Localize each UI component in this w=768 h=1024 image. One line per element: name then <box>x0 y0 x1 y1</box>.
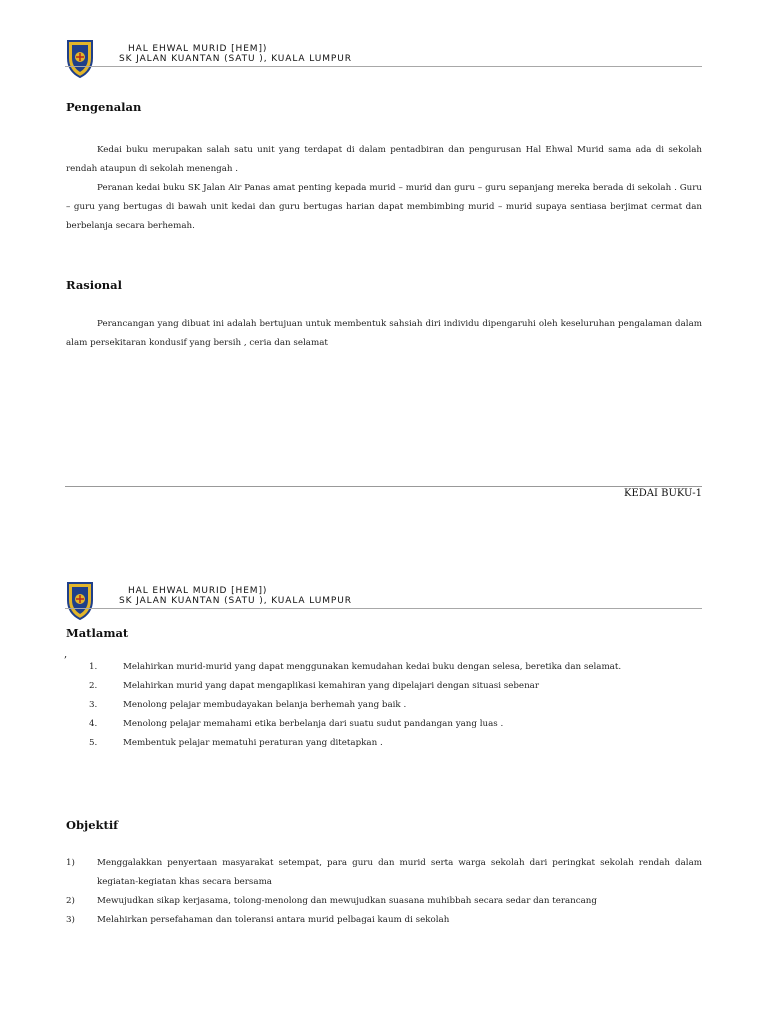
item-number: 5. <box>89 738 98 748</box>
list-item <box>0 700 768 719</box>
item-text: Membentuk pelajar mematuhi peraturan yang ditetapkan . <box>123 738 383 748</box>
heading-rasional: Rasional <box>66 278 122 292</box>
page-header-2 <box>65 580 702 624</box>
pengenalan-paragraph-2: Peranan kedai buku SK Jalan Air Panas amat penting kepada murid – murid dan guru – guru sepanjang mereka berada di sekolah . Guru – guru yang bertugas di bawah unit kedai dan guru bertugas harian dapat membimbing murid – murid supaya sentiasa berjimat cermat dan berbelanja secara berhemah. <box>66 183 702 231</box>
header-department: HAL EHWAL MURID [HEM]) <box>128 586 268 596</box>
item-number: 3) <box>66 915 75 925</box>
heading-matlamat: Matlamat <box>66 626 129 640</box>
page-footer-label: KEDAI BUKU-1 <box>623 488 702 499</box>
pengenalan-paragraph-1: Kedai buku merupakan salah satu unit yang terdapat di dalam pentadbiran dan pengurusan Hal Ehwal Murid sama ada di sekolah rendah ataupun di sekolah menengah . <box>66 145 702 174</box>
list-item <box>0 681 768 700</box>
school-crest-icon <box>65 38 95 78</box>
heading-pengenalan: Pengenalan <box>66 100 142 114</box>
list-item <box>0 738 768 757</box>
page-header <box>65 38 702 82</box>
item-number: 1) <box>66 858 75 868</box>
item-number: 4. <box>89 719 98 729</box>
header-department: HAL EHWAL MURID [HEM]) <box>128 44 268 54</box>
list-item <box>0 911 768 930</box>
page-divider <box>65 486 702 487</box>
item-text: Melahirkan murid-murid yang dapat menggunakan kemudahan kedai buku dengan selesa, beretika dan selamat. <box>123 662 622 672</box>
item-number: 3. <box>89 700 98 710</box>
item-number: 1. <box>89 662 98 672</box>
school-crest-icon <box>65 580 95 620</box>
matlamat-list <box>0 662 768 757</box>
item-text: Menolong pelajar membudayakan belanja berhemah yang baik . <box>123 700 407 710</box>
item-number: 2. <box>89 681 98 691</box>
list-item <box>0 854 768 892</box>
item-text: Melahirkan persefahaman dan toleransi antara murid pelbagai kaum di sekolah <box>97 915 450 925</box>
item-text: Mewujudkan sikap kerjasama, tolong-menolong dan mewujudkan suasana muhibbah secara sedar dan terancang <box>97 896 597 906</box>
item-text: Melahirkan murid yang dapat mengaplikasi kemahiran yang dipelajari dengan situasi sebenar <box>123 681 540 691</box>
list-item <box>0 719 768 738</box>
header-school-name: SK JALAN KUANTAN (SATU ), KUALA LUMPUR <box>119 596 352 606</box>
item-text: Menolong pelajar memahami etika berbelanja dari suatu sudut pandangan yang luas . <box>123 719 504 729</box>
stray-comma: , <box>64 649 68 660</box>
list-item <box>0 662 768 681</box>
item-text: Menggalakkan penyertaan masyarakat setempat, para guru dan murid serta warga sekolah dari peringkat sekolah rendah dalam kegiatan-kegiatan khas secara bersama <box>97 858 702 887</box>
list-item <box>0 892 768 911</box>
header-school-name: SK JALAN KUANTAN (SATU ), KUALA LUMPUR <box>119 54 352 64</box>
objektif-list <box>0 854 768 930</box>
item-number: 2) <box>66 896 75 906</box>
header-divider <box>65 608 702 609</box>
header-divider <box>65 66 702 67</box>
heading-objektif: Objektif <box>66 818 119 832</box>
rasional-paragraph: Perancangan yang dibuat ini adalah bertujuan untuk membentuk sahsiah diri individu dipengaruhi oleh keseluruhan pengalaman dalam alam persekitaran kondusif yang bersih , ceria dan selamat <box>66 319 702 348</box>
